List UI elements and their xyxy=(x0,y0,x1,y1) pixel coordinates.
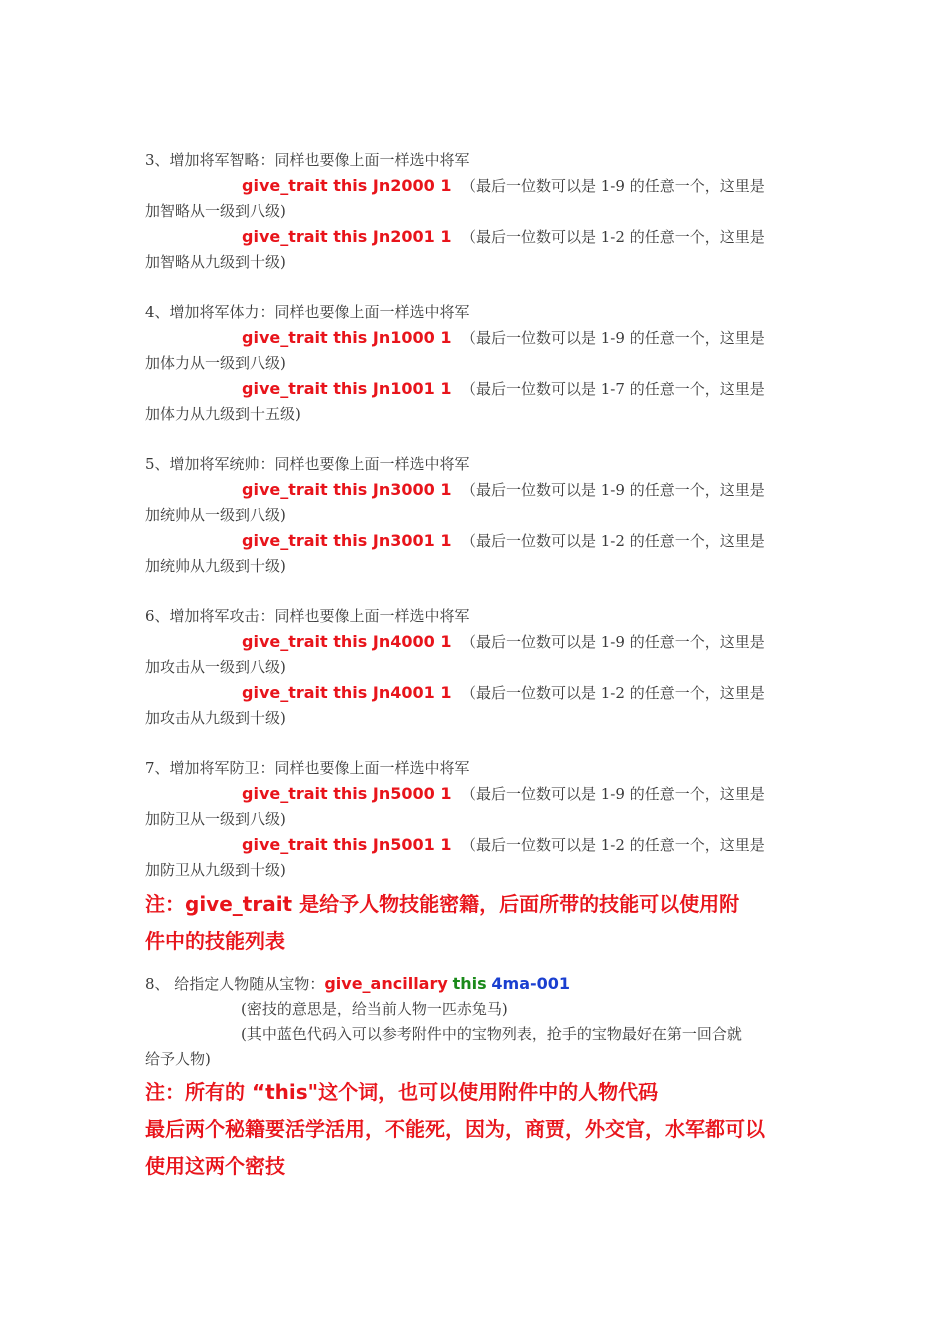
command-code: give_trait this Jn4001 1 xyxy=(242,683,452,702)
section-6 xyxy=(145,604,807,731)
command-desc-cont: 加统帅从九级到十级) xyxy=(145,557,286,575)
command-desc-cont: 加智略从九级到十级) xyxy=(145,253,286,271)
section-heading: 6、增加将军攻击：同样也要像上面一样选中将军 xyxy=(145,607,470,625)
section-heading: 5、增加将军统帅：同样也要像上面一样选中将军 xyxy=(145,455,470,473)
command-desc: （最后一位数可以是 1-2 的任意一个，这里是 xyxy=(461,228,765,246)
spacer xyxy=(145,579,807,604)
note-give-trait xyxy=(145,886,807,960)
note-line: 注：所有的 “this"这个词，也可以使用附件中的人物代码 xyxy=(145,1080,659,1104)
command-desc-cont: 加统帅从一级到八级) xyxy=(145,506,286,524)
section-heading: 3、增加将军智略：同样也要像上面一样选中将军 xyxy=(145,151,470,169)
command-code: give_trait this Jn1001 1 xyxy=(242,379,452,398)
command-desc: （最后一位数可以是 1-2 的任意一个，这里是 xyxy=(461,836,765,854)
command-code: give_trait this Jn4000 1 xyxy=(242,632,452,651)
spacer xyxy=(145,275,807,300)
command-line xyxy=(145,376,807,402)
note-line: 件中的技能列表 xyxy=(145,929,285,953)
command-code: give_trait this Jn2001 1 xyxy=(242,227,452,246)
ancillary-command: give_ancillary xyxy=(324,974,448,993)
note-line: 注：give_trait 是给予人物技能密籍，后面所带的技能可以使用附 xyxy=(145,892,740,916)
ancillary-code: 4ma-001 xyxy=(491,974,571,993)
command-code: give_trait this Jn3000 1 xyxy=(242,480,452,499)
section-5 xyxy=(145,452,807,579)
spacer xyxy=(145,427,807,452)
command-desc: （最后一位数可以是 1-2 的任意一个，这里是 xyxy=(461,532,765,550)
command-line xyxy=(145,325,807,351)
command-code: give_trait this Jn5001 1 xyxy=(242,835,452,854)
command-code: give_trait this Jn3001 1 xyxy=(242,531,452,550)
command-desc: （最后一位数可以是 1-7 的任意一个，这里是 xyxy=(461,380,765,398)
command-line xyxy=(145,832,807,858)
command-line xyxy=(145,680,807,706)
command-desc-cont: 加体力从一级到八级) xyxy=(145,354,286,372)
command-code: give_trait this Jn1000 1 xyxy=(242,328,452,347)
command-desc-cont: 加体力从九级到十五级) xyxy=(145,405,301,423)
command-desc: （最后一位数可以是 1-9 的任意一个，这里是 xyxy=(461,481,765,499)
command-desc-cont: 加攻击从一级到八级) xyxy=(145,658,286,676)
command-desc: （最后一位数可以是 1-2 的任意一个，这里是 xyxy=(461,684,765,702)
command-desc-cont: 加防卫从一级到八级) xyxy=(145,810,286,828)
command-line xyxy=(145,528,807,554)
command-desc: （最后一位数可以是 1-9 的任意一个，这里是 xyxy=(461,785,765,803)
section-3 xyxy=(145,148,807,275)
this-keyword: this xyxy=(452,974,487,993)
document-page xyxy=(145,148,807,1185)
command-desc-cont: 加攻击从九级到十级) xyxy=(145,709,286,727)
section-heading xyxy=(145,971,807,997)
note-this xyxy=(145,1074,807,1185)
command-desc-cont: 加智略从一级到八级) xyxy=(145,202,286,220)
command-line xyxy=(145,173,807,199)
command-desc-cont: 加防卫从九级到十级) xyxy=(145,861,286,879)
section-8-explain: (其中蓝色代码入可以参考附件中的宝物列表，抢手的宝物最好在第一回合就 xyxy=(241,1025,742,1043)
command-line xyxy=(145,477,807,503)
command-desc: （最后一位数可以是 1-9 的任意一个，这里是 xyxy=(461,329,765,347)
command-line xyxy=(145,629,807,655)
command-desc: （最后一位数可以是 1-9 的任意一个，这里是 xyxy=(461,633,765,651)
section-heading: 4、增加将军体力：同样也要像上面一样选中将军 xyxy=(145,303,470,321)
command-line xyxy=(145,224,807,250)
command-line xyxy=(145,781,807,807)
section-8-explain-cont: 给予人物) xyxy=(145,1050,211,1068)
section-8-explain: (密技的意思是，给当前人物一匹赤兔马) xyxy=(241,1000,508,1018)
note-line: 最后两个秘籍要活学活用，不能死，因为，商贾，外交官，水军都可以 xyxy=(145,1117,765,1141)
section-7 xyxy=(145,756,807,883)
section-heading: 7、增加将军防卫：同样也要像上面一样选中将军 xyxy=(145,759,470,777)
spacer xyxy=(145,731,807,756)
command-code: give_trait this Jn5000 1 xyxy=(242,784,452,803)
section-8-prefix: 8、 给指定人物随从宝物： xyxy=(145,975,325,993)
note-line: 使用这两个密技 xyxy=(145,1154,285,1178)
section-4 xyxy=(145,300,807,427)
section-8 xyxy=(145,971,807,1072)
command-code: give_trait this Jn2000 1 xyxy=(242,176,452,195)
command-desc: （最后一位数可以是 1-9 的任意一个，这里是 xyxy=(461,177,765,195)
